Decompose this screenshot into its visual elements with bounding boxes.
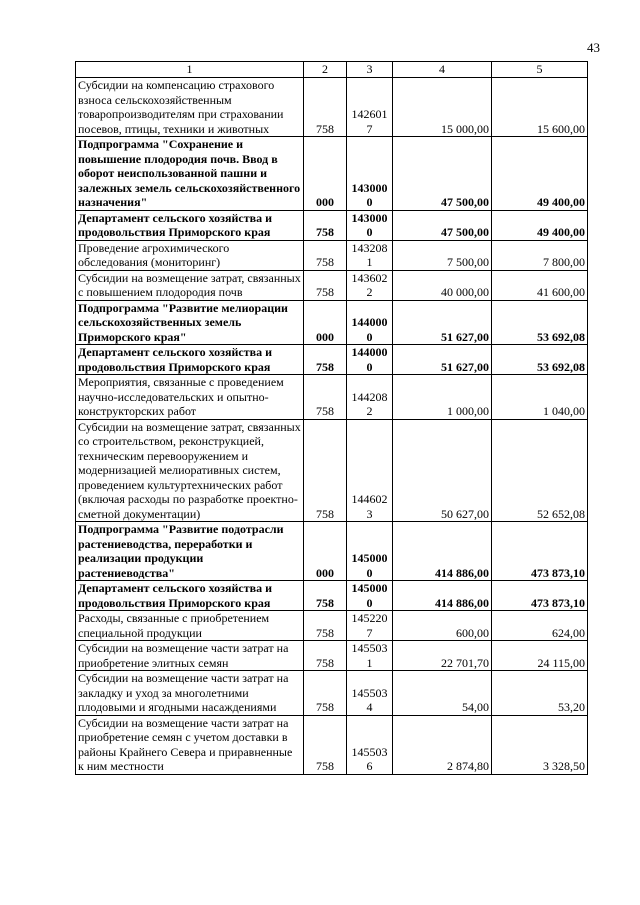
row-code-part-b: 0 bbox=[366, 565, 373, 580]
row-col4-cell: 414 886,00 bbox=[393, 522, 492, 581]
row-code-part-a: 143602 bbox=[351, 270, 388, 285]
table-row bbox=[76, 78, 588, 137]
row-code-part-a: 144208 bbox=[351, 389, 388, 404]
row-col4-cell: 600,00 bbox=[393, 611, 492, 641]
row-code-part-b: 2 bbox=[366, 404, 373, 418]
row-col2-cell: 758 bbox=[304, 78, 347, 137]
row-code-part-a: 145220 bbox=[351, 611, 388, 625]
row-code-cell bbox=[347, 611, 393, 641]
row-code-part-b: 3 bbox=[366, 506, 373, 521]
table-row bbox=[76, 419, 588, 522]
row-code-cell bbox=[347, 78, 393, 137]
row-col5-cell: 41 600,00 bbox=[492, 270, 588, 300]
row-code-part-a: 145000 bbox=[351, 551, 388, 565]
row-col5-cell: 15 600,00 bbox=[492, 78, 588, 137]
row-col4-cell: 50 627,00 bbox=[393, 419, 492, 522]
row-col2-cell: 000 bbox=[304, 137, 347, 211]
row-col2-cell: 000 bbox=[304, 300, 347, 345]
row-code-cell bbox=[347, 300, 393, 345]
row-col2-cell: 758 bbox=[304, 671, 347, 716]
row-name-cell: Субсидии на возмещение затрат, связанных с повышением плодородия почв bbox=[76, 270, 304, 300]
row-col5-cell: 52 652,08 bbox=[492, 419, 588, 522]
row-code-part-b: 4 bbox=[366, 700, 373, 714]
row-code-part-a: 145503 bbox=[351, 641, 388, 655]
row-name-cell: Подпрограмма "Развитие мелиорации сельскохозяйственных земель Приморского края" bbox=[76, 300, 304, 345]
row-col4-cell: 15 000,00 bbox=[393, 78, 492, 137]
row-code-part-b: 0 bbox=[366, 359, 373, 374]
row-name-cell: Субсидии на возмещение части затрат на закладку и уход за многолетними плодовыми и ягодными насаждениями bbox=[76, 671, 304, 716]
table-row bbox=[76, 641, 588, 671]
row-code-part-b: 0 bbox=[366, 225, 373, 239]
page-number: 43 bbox=[587, 40, 600, 55]
row-col4-cell: 414 886,00 bbox=[393, 581, 492, 611]
row-code-part-a: 144000 bbox=[351, 345, 388, 359]
table-row bbox=[76, 375, 588, 420]
budget-table bbox=[75, 61, 588, 775]
row-name-cell: Подпрограмма "Развитие подотрасли растениеводства, переработки и реализации продукции растениеводства" bbox=[76, 522, 304, 581]
row-code-part-b: 0 bbox=[366, 195, 373, 209]
row-col4-cell: 51 627,00 bbox=[393, 345, 492, 375]
row-col4-cell: 2 874,80 bbox=[393, 715, 492, 774]
row-col5-cell: 3 328,50 bbox=[492, 715, 588, 774]
row-col5-cell: 1 040,00 bbox=[492, 375, 588, 420]
row-col4-cell: 7 500,00 bbox=[393, 240, 492, 270]
row-code-cell bbox=[347, 419, 393, 522]
row-code-cell bbox=[347, 270, 393, 300]
table-row bbox=[76, 522, 588, 581]
header-col-5: 5 bbox=[492, 62, 588, 78]
row-col5-cell: 49 400,00 bbox=[492, 210, 588, 240]
row-col2-cell: 758 bbox=[304, 419, 347, 522]
row-code-part-a: 142601 bbox=[351, 107, 388, 121]
row-code-part-b: 7 bbox=[366, 121, 373, 136]
row-code-cell bbox=[347, 641, 393, 671]
row-col2-cell: 758 bbox=[304, 715, 347, 774]
row-code-part-b: 7 bbox=[366, 625, 373, 640]
row-code-cell bbox=[347, 671, 393, 716]
row-name-cell: Департамент сельского хозяйства и продовольствия Приморского края bbox=[76, 345, 304, 375]
row-code-part-a: 144602 bbox=[351, 492, 388, 506]
row-col5-cell: 53 692,08 bbox=[492, 300, 588, 345]
header-col-2: 2 bbox=[304, 62, 347, 78]
row-col5-cell: 49 400,00 bbox=[492, 137, 588, 211]
row-code-cell bbox=[347, 522, 393, 581]
row-code-part-a: 145503 bbox=[351, 744, 388, 759]
table-row bbox=[76, 137, 588, 211]
row-col2-cell: 758 bbox=[304, 641, 347, 671]
row-code-cell bbox=[347, 240, 393, 270]
table-row bbox=[76, 581, 588, 611]
row-col4-cell: 1 000,00 bbox=[393, 375, 492, 420]
table-header bbox=[76, 62, 588, 78]
row-name-cell: Субсидии на возмещение части затрат на приобретение семян с учетом доставки в районы Крайнего Севера и приравненные к ним местности bbox=[76, 715, 304, 774]
row-code-part-a: 143000 bbox=[351, 210, 388, 225]
row-col2-cell: 758 bbox=[304, 210, 347, 240]
table-body bbox=[76, 78, 588, 775]
row-col5-cell: 473 873,10 bbox=[492, 522, 588, 581]
row-col4-cell: 51 627,00 bbox=[393, 300, 492, 345]
header-col-4: 4 bbox=[393, 62, 492, 78]
row-code-part-b: 0 bbox=[366, 595, 373, 610]
header-row bbox=[76, 62, 588, 78]
row-name-cell: Департамент сельского хозяйства и продовольствия Приморского края bbox=[76, 210, 304, 240]
row-col4-cell: 22 701,70 bbox=[393, 641, 492, 671]
row-col4-cell: 54,00 bbox=[393, 671, 492, 716]
row-code-part-b: 1 bbox=[366, 655, 373, 670]
row-code-part-a: 143208 bbox=[351, 240, 388, 255]
row-col5-cell: 53,20 bbox=[492, 671, 588, 716]
row-col2-cell: 758 bbox=[304, 375, 347, 420]
row-col2-cell: 758 bbox=[304, 611, 347, 641]
header-col-1: 1 bbox=[76, 62, 304, 78]
row-col4-cell: 47 500,00 bbox=[393, 137, 492, 211]
row-code-part-b: 0 bbox=[366, 329, 373, 344]
table-row bbox=[76, 210, 588, 240]
row-name-cell: Расходы, связанные с приобретением специальной продукции bbox=[76, 611, 304, 641]
row-code-part-b: 6 bbox=[366, 759, 373, 773]
row-code-cell bbox=[347, 581, 393, 611]
row-code-part-a: 145000 bbox=[351, 581, 388, 595]
row-name-cell: Проведение агрохимического обследования (мониторинг) bbox=[76, 240, 304, 270]
table-row bbox=[76, 345, 588, 375]
row-code-cell bbox=[347, 210, 393, 240]
row-name-cell: Субсидии на возмещение части затрат на приобретение элитных семян bbox=[76, 641, 304, 671]
table-row bbox=[76, 240, 588, 270]
table-row bbox=[76, 300, 588, 345]
row-name-cell: Мероприятия, связанные с проведением научно-исследовательских и опытно-конструкторских работ bbox=[76, 375, 304, 420]
row-code-part-a: 145503 bbox=[351, 685, 388, 700]
row-code-part-a: 144000 bbox=[351, 315, 388, 329]
row-col5-cell: 473 873,10 bbox=[492, 581, 588, 611]
row-col4-cell: 47 500,00 bbox=[393, 210, 492, 240]
row-col4-cell: 40 000,00 bbox=[393, 270, 492, 300]
row-col5-cell: 624,00 bbox=[492, 611, 588, 641]
row-code-cell bbox=[347, 137, 393, 211]
row-name-cell: Субсидии на возмещение затрат, связанных со строительством, реконструкцией, техническим перевооружением и модернизацией мелиоративных систем, проведением культуртехнических работ (включая расходы по разработке проектно-сметной документации) bbox=[76, 419, 304, 522]
row-col5-cell: 53 692,08 bbox=[492, 345, 588, 375]
table-row bbox=[76, 715, 588, 774]
row-code-cell bbox=[347, 715, 393, 774]
row-code-part-a: 143000 bbox=[351, 180, 388, 195]
row-col5-cell: 7 800,00 bbox=[492, 240, 588, 270]
row-code-part-b: 2 bbox=[366, 285, 373, 299]
header-col-3: 3 bbox=[347, 62, 393, 78]
row-col5-cell: 24 115,00 bbox=[492, 641, 588, 671]
table-row bbox=[76, 671, 588, 716]
row-code-part-b: 1 bbox=[366, 255, 373, 269]
table-row bbox=[76, 270, 588, 300]
row-col2-cell: 758 bbox=[304, 240, 347, 270]
table-row bbox=[76, 611, 588, 641]
row-code-cell bbox=[347, 345, 393, 375]
row-code-cell bbox=[347, 375, 393, 420]
row-name-cell: Субсидии на компенсацию страхового взноса сельскохозяйственным товаропроизводителям при страховании посевов, птицы, техники и животных bbox=[76, 78, 304, 137]
row-name-cell: Департамент сельского хозяйства и продовольствия Приморского края bbox=[76, 581, 304, 611]
row-col2-cell: 758 bbox=[304, 345, 347, 375]
row-name-cell: Подпрограмма "Сохранение и повышение плодородия почв. Ввод в оборот неиспользованной пашни и залежных земель сельскохозяйственного назначения" bbox=[76, 137, 304, 211]
row-col2-cell: 758 bbox=[304, 270, 347, 300]
row-col2-cell: 000 bbox=[304, 522, 347, 581]
row-col2-cell: 758 bbox=[304, 581, 347, 611]
